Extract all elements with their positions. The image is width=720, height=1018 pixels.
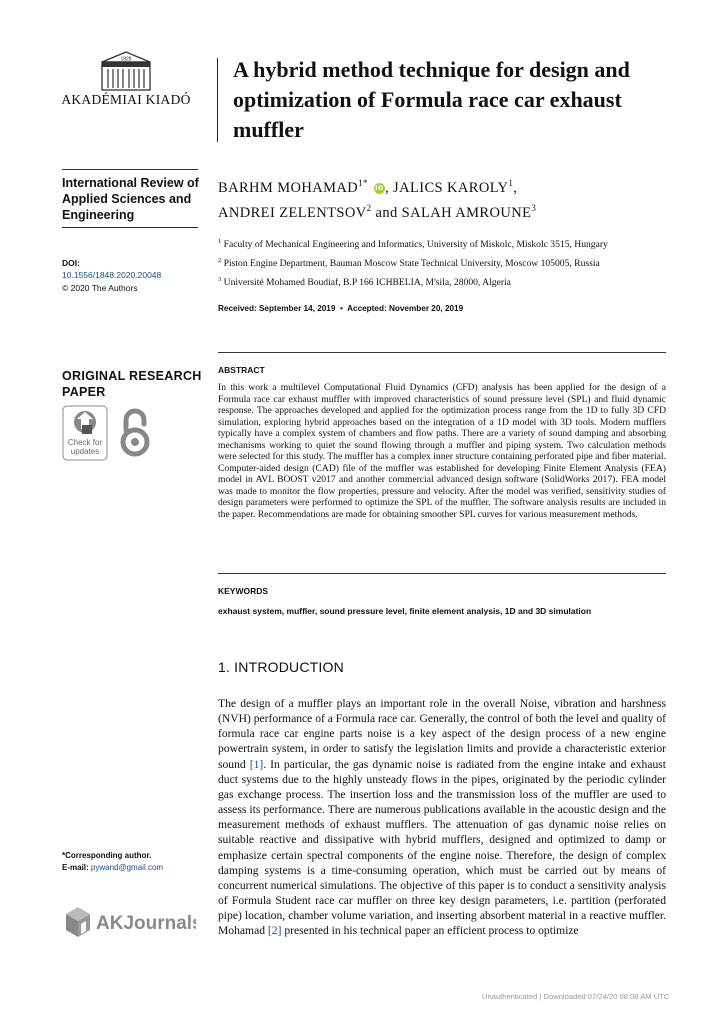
affiliation-text: Faculty of Mechanical Engineering and Informatics, University of Miskolc, Miskolc 3515, Hungary xyxy=(223,239,608,251)
affiliation-text: Université Mohamed Boudiaf, B.P 166 ICHBELIA, M'sila, 28000, Algeria xyxy=(223,277,511,289)
journal-bottom-rule xyxy=(62,227,198,228)
paper-title: A hybrid method technique for design and optimization of Formula race car exhaust muffler xyxy=(233,57,630,142)
intro-text: The design of a muffler plays an important role in the overall Noise, vibration and harshness (NVH) performance of a Formula race car. Generally, the control of both the level and quality of formula race car engine parts noise is a key aspect of the design process of a new engine powertrain system, in order to satisfy the legislation limits and provide a characteristic exterior sound xyxy=(218,697,667,771)
download-footer: Unauthenticated | Downloaded 07/24/20 08:08 AM UTC xyxy=(482,992,670,1001)
check-updates-line2: updates xyxy=(70,447,100,456)
akjournals-wordmark: AKJournals xyxy=(96,913,196,934)
doi-label: DOI: xyxy=(62,258,80,268)
abstract-text: In this work a multilevel Computational Fluid Dynamics (CFD) analysis has been applied for the design of a Formula race car exhaust muffler with improved characteristics of sound pressure level (SPL) and fluid dynamic response. The approaches developed and applied for the optimization process range from the 1D to fully 3D CFD simulation, exploring hybrid approaches based on the integration of a 1D model with 3D tools. Modern mufflers typically have a complex system of chambers and flow paths. There are a variety of sound damping and absorbing mechanisms working to quiet the sound flowing through a muffler and piping system. Two calculation methods were selected for this study. The muffler has a complex inner structure containing perforated pipe and fiber material. Computer-aided design (CAD) file of the muffler was established for developing Finite Element Analysis (FEA) model in AVL BOOST v2017 and another commercial advanced design software (SolidWorks 2017). FEA model was made to monitor the flow properties, pressure and velocity. After the model was verified, sensitivity studies of design parameters were performed to optimize the SPL of the muffler. The software analysis results are included in the paper. Recommendations are made for obtaining smoother SPL curves for various measurement methods. xyxy=(218,382,666,521)
akjournals-logo[interactable] xyxy=(62,902,196,942)
article-dates xyxy=(218,304,463,313)
email-label: E-mail: xyxy=(62,863,91,872)
date-separator-bullet: • xyxy=(339,304,343,313)
check-updates-icon xyxy=(62,405,108,461)
affiliation-number: 3 xyxy=(218,276,222,283)
journal-name: International Review of Applied Sciences and Engineering xyxy=(62,176,199,222)
journal-top-rule xyxy=(62,169,198,170)
introduction-paragraph xyxy=(218,696,666,939)
author-name: BARHM MOHAMAD xyxy=(218,179,359,196)
affiliation-text: Piston Engine Department, Bauman Moscow State Technical University, Moscow 105005, Russia xyxy=(223,258,600,270)
affiliation xyxy=(218,274,511,289)
publisher-logo xyxy=(58,50,194,112)
received-date: Received: September 14, 2019 xyxy=(218,304,336,313)
author-name: ANDREI ZELENTSOV xyxy=(218,204,367,221)
author-affiliation-mark: 1 xyxy=(508,178,514,188)
copyright: © 2020 The Authors xyxy=(62,283,138,293)
author-name: , JALICS KAROLY xyxy=(385,179,509,196)
affiliation-number: 2 xyxy=(218,257,222,264)
author-affiliation-mark: 2 xyxy=(366,202,372,213)
corresponding-email-link[interactable]: pywand@gmail.com xyxy=(90,863,164,872)
abstract-top-rule xyxy=(218,352,666,353)
publisher-building-icon xyxy=(58,50,194,92)
author-name: and SALAH AMROUNE xyxy=(371,204,532,221)
author-affiliation-mark: 1* xyxy=(358,178,368,188)
affiliation xyxy=(218,255,600,270)
intro-text: . In particular, the gas dynamic noise is radiated from the engine intake and exhaust duct systems due to the highly unsteady flows in the pipes, originated by the periodic cylinder gas exchange process. The insertion loss and the transmission loss of the muffler are used to assess its performance. There are numerous publications available in the acoustic design and the measurement methods of exhaust mufflers. The attenuation of gas dynamic noise relies on suitable reactive and dissipative with hybrid mufflers, designed and optimized to damp or emphasize certain spectral components of the engine noise. Therefore, the design of complex damping systems is a time-consuming operation, which must be carried out by means of concurrent numerical simulations. The objective of this paper is to conduct a sensitivity analysis of Formula Student race car muffler on three key design parameters, i.e. partition (perforated pipe) location, chamber volume variation, and inserting absorbent material in a reactive muffler. Mohamad xyxy=(218,757,666,938)
article-type: ORIGINAL RESEARCH PAPER xyxy=(62,369,202,399)
title-divider xyxy=(217,58,218,142)
keywords-list: exhaust system, muffler, sound pressure level, finite element analysis, 1D and 3D simulation xyxy=(218,606,592,616)
citation-link[interactable]: [2] xyxy=(267,924,282,938)
abstract-heading: ABSTRACT xyxy=(218,365,265,375)
doi-link[interactable]: 10.1556/1848.2020.20048 xyxy=(62,270,162,280)
check-for-updates-badge[interactable] xyxy=(62,405,108,461)
akjournals-cube-icon xyxy=(66,907,90,937)
author-separator: , xyxy=(513,179,518,196)
check-updates-line1: Check for xyxy=(67,438,103,447)
corresponding-author-label: *Corresponding author. xyxy=(62,851,152,860)
citation-link[interactable]: [1] xyxy=(249,757,264,771)
publisher-founded-year: 1828 xyxy=(120,56,132,63)
section-heading-introduction: 1. INTRODUCTION xyxy=(218,659,344,675)
intro-text: presented in his technical paper an efficient process to optimize xyxy=(281,924,579,938)
author-affiliation-mark: 3 xyxy=(531,202,537,213)
corresponding-email-line xyxy=(62,863,163,872)
author-list xyxy=(218,173,678,223)
publisher-name: AKADÉMIAI KIADÓ xyxy=(61,92,191,107)
open-access-icon xyxy=(118,406,152,458)
abstract-bottom-rule xyxy=(218,573,666,574)
orcid-icon[interactable]: iD xyxy=(375,183,384,192)
affiliation xyxy=(218,236,608,251)
keywords-heading: KEYWORDS xyxy=(218,586,269,596)
affiliation-number: 1 xyxy=(218,238,222,245)
accepted-date: Accepted: November 20, 2019 xyxy=(347,304,464,313)
